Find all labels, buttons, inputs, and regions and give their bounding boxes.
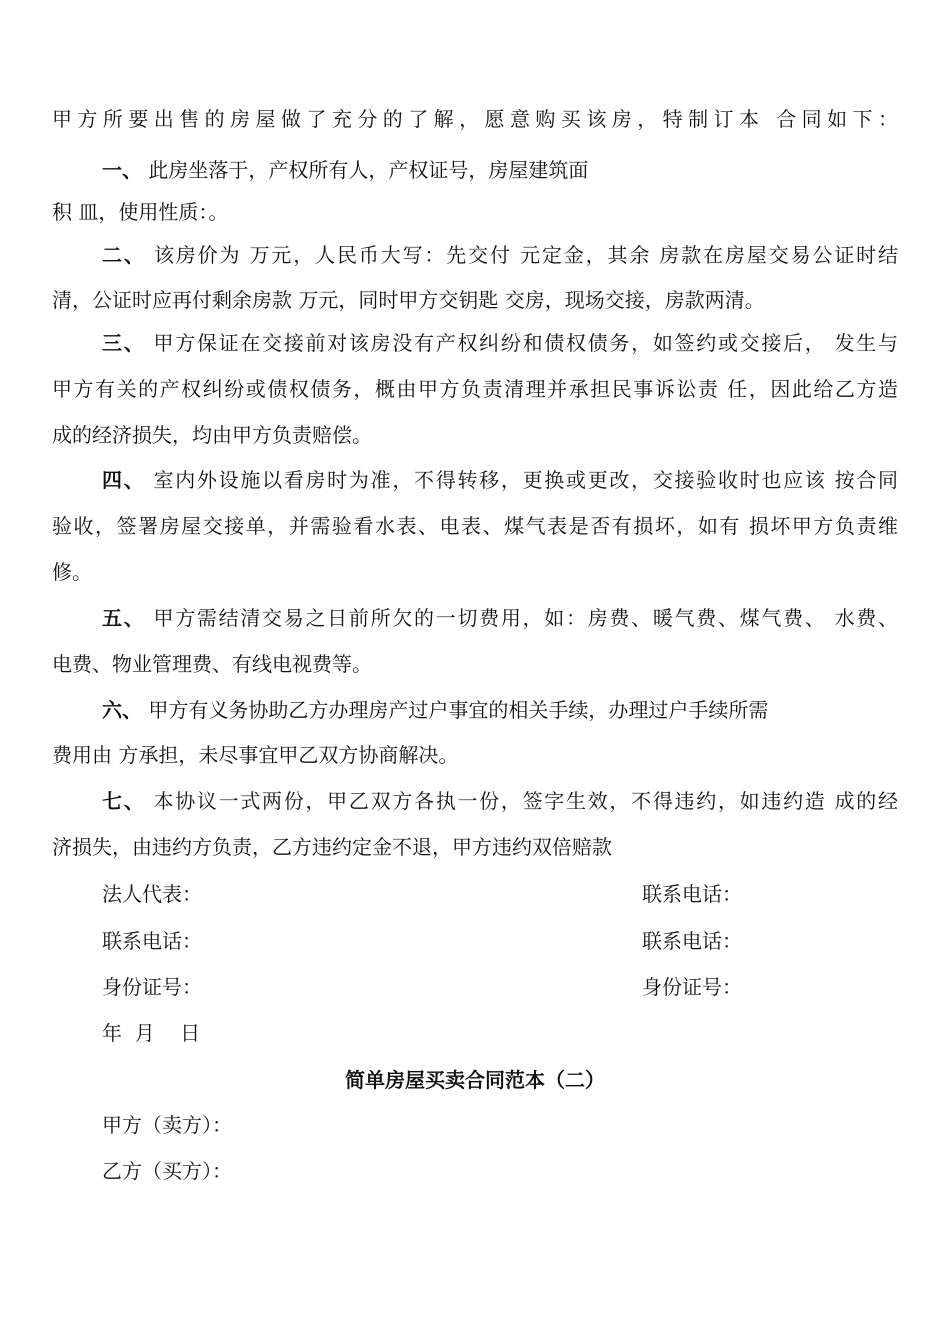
clause-6-line-2: 费用由 方承担，未尽事宜甲乙双方协商解决。: [52, 743, 459, 767]
clause-4-line-1: [102, 467, 898, 493]
clause-text: 室内外设施以看房时为准，不得转移，更换或更改，交接验收时也应该 按合同: [153, 468, 898, 492]
id-number-label-right: 身份证号：: [642, 975, 742, 999]
clause-number: 七、: [102, 789, 146, 813]
clause-6-line-1: [102, 697, 898, 723]
phone-label-right-2: 联系电话：: [642, 929, 742, 953]
phone-label-right-1: 联系电话：: [642, 882, 742, 906]
clause-3-line-3: 成的经济损失，均由甲方负责赔偿。: [52, 423, 372, 447]
intro-line: 甲方所要出售的房屋做了充分的了解，愿意购买该房，特制订本 合同如下：: [52, 107, 898, 131]
clause-1-line-1: [102, 157, 898, 183]
clause-number: 一、: [102, 158, 142, 182]
legal-rep-label: 法人代表：: [102, 882, 202, 906]
clause-5-line-1: [102, 605, 898, 631]
date-line: 年 月 日: [102, 1021, 201, 1045]
clause-text: 甲方有义务协助乙方办理房产过户事宜的相关手续，办理过户手续所需: [148, 698, 769, 722]
clause-2-line-2: 清，公证时应再付剩余房款 万元，同时甲方交钥匙 交房，现场交接，房款两清。: [52, 288, 765, 312]
clause-7-line-2: 济损失，由违约方负责，乙方违约定金不退，甲方违约双倍赔款: [52, 835, 612, 859]
clause-1-line-2: 积 皿，使用性质：。: [52, 200, 229, 224]
clause-text: 此房坐落于，产权所有人，产权证号，房屋建筑面: [148, 158, 589, 182]
party-a-label: 甲方（卖方）：: [102, 1113, 232, 1137]
section-2-title: 简单房屋买卖合同范本（二）: [345, 1068, 605, 1092]
clause-text: 该房价为 万元，人民币大写：先交付 元定金，其余 房款在房屋交易公证时结: [153, 243, 898, 267]
clause-text: 甲方保证在交接前对该房没有产权纠纷和债权债务，如签约或交接后， 发生与: [153, 331, 898, 355]
clause-number: 二、: [102, 243, 146, 267]
party-b-label: 乙方（买方）：: [102, 1159, 232, 1183]
clause-text: 本协议一式两份，甲乙双方各执一份，签字生效，不得违约，如违约造 成的经: [153, 789, 898, 813]
clause-number: 三、: [102, 331, 146, 355]
clause-4-line-2: 验收，签署房屋交接单，并需验看水表、电表、煤气表是否有损坏，如有 损坏甲方负责维: [52, 514, 898, 538]
clause-number: 五、: [102, 606, 146, 630]
clause-3-line-2: 甲方有关的产权纠纷或债权债务，概由甲方负责清理并承担民事诉讼责 任，因此给乙方造: [52, 377, 898, 401]
clause-2-line-1: [102, 242, 898, 268]
id-number-label-left: 身份证号：: [102, 975, 202, 999]
clause-4-line-3: 修。: [52, 560, 92, 584]
clause-3-line-1: [102, 330, 898, 356]
clause-text: 甲方需结清交易之日前所欠的一切费用，如：房费、暖气费、煤气费、 水费、: [153, 606, 898, 630]
phone-label-left: 联系电话：: [102, 929, 202, 953]
clause-number: 四、: [102, 468, 146, 492]
clause-number: 六、: [102, 698, 142, 722]
clause-7-line-1: [102, 788, 898, 814]
clause-5-line-2: 电费、物业管理费、有线电视费等。: [52, 652, 372, 676]
